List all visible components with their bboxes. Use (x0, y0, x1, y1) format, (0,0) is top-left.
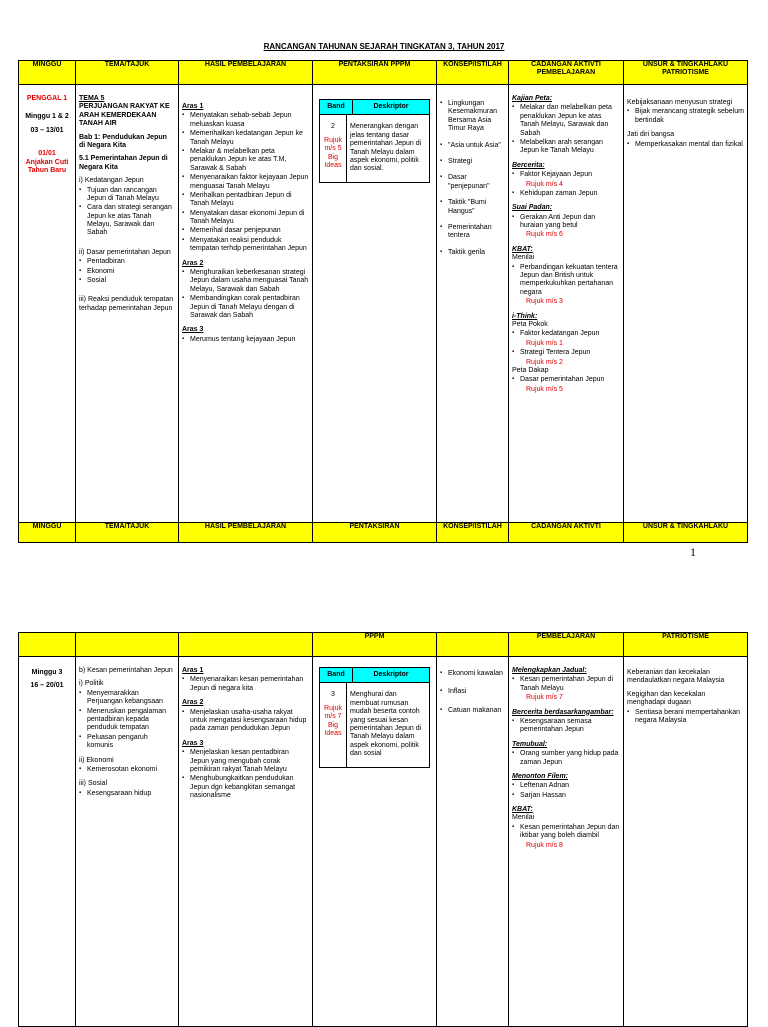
penggal-label: PENGGAL 1 (26, 95, 68, 102)
band-table (319, 99, 430, 183)
kbat-intro: Menilai (512, 814, 535, 822)
list-item: ▪ Kemerosotan ekonomi (87, 766, 175, 774)
aras1-list (182, 112, 309, 253)
band-descriptor: Menerangkan dengan jelas tentang dasar pemerintahan Jepun di Tanah Melayu dalam aspek ekonomi, politik dan sosial. (350, 123, 422, 173)
list-item: ▪ Menyatakan sebab-sebab Jepun meluaskan kuasa (190, 112, 309, 129)
list-item: ▪ Strategi (448, 158, 505, 166)
topic-i-title: i) Kedatangan Jepun (79, 177, 144, 185)
list-item: ▪ Bijak merancang strategik sebelum bertindak (635, 108, 744, 125)
list-item: ▪ Melabelkan arah serangan Jepun ke Tanah Melayu (520, 139, 620, 156)
band-reference: Rujuk m/s 7 Big Ideas (324, 704, 342, 737)
descriptor-header: Deskriptor (373, 671, 409, 678)
list-item: ▪ Catuan makanan (448, 707, 505, 715)
footer-header-minggu: MINGGU (19, 523, 76, 543)
cell-aktiviti (509, 85, 624, 523)
plan-table-page1 (18, 60, 748, 543)
jadual-title: Melengkapkan Jadual: (512, 667, 587, 674)
list-item: ▪ Dasar pemerintahan Jepun (520, 376, 620, 384)
list-item: ▪ Menyatakan reaksi penduduk tempatan terhdp pemerintahan Jepun (190, 237, 309, 254)
aras2-label: Aras 2 (182, 699, 204, 707)
footer-header-tema: TEMA/TAJUK (76, 523, 179, 543)
week-label: Minggu 3 (31, 669, 63, 676)
list-item: ▪ Merumus tentang kejayaan Jepun (190, 336, 309, 344)
list-item: ▪ Strategi Tentera Jepun (520, 349, 620, 357)
band-value: 3 (331, 691, 335, 699)
list-item: ▪ Merihalkan pentadbiran Jepun di Tanah Melayu (190, 192, 309, 209)
dakap-ref: Rujuk m/s 5 (526, 385, 563, 393)
kajian-peta-title: Kajian Peta: (512, 95, 553, 102)
band-descriptor: Menghurai dan membuat rumusan mudah beserta contoh yang sesuai kesan pemerintahan Jepun di Tanah Melayu dalam aspek ekonomi, politik dan sosial (350, 691, 422, 758)
topic-ii-title: ii) Dasar pemerintahan Jepun (79, 248, 171, 256)
peta-pokok-label: Peta Pokok (512, 320, 548, 328)
list-item: ▪ Sosial (87, 277, 175, 285)
list-item: ▪ Menyenaraikan kesan pemerintahan Jepun di negara kita (190, 676, 309, 693)
kbat-title: KBAT: (512, 245, 533, 253)
patriotisme-2: Kegigihan dan kecekalan menghadapi dugaan (627, 690, 706, 707)
list-item: ▪ Melakar & melabelkan peta penaklukan Jepun ke atas T.M, Sarawak & Sabah (190, 148, 309, 173)
header-pentaksiran: PENTAKSIRAN PPPM (313, 61, 437, 85)
band-header: Band (320, 668, 353, 682)
sosial-title: iii) Sosial (79, 780, 108, 788)
header-tema: TEMA/TAJUK (76, 61, 179, 85)
cell-minggu (19, 657, 76, 1027)
list-item: ▪ Menghuraikan keberkesanan strategi Jepun dalam usaha menguasai Tanah Melayu, Sarawak dan Sabah (190, 269, 309, 294)
p2-header-hasil (179, 633, 313, 657)
konsep-list (440, 100, 505, 257)
ekonomi-title: ii) Ekonomi (79, 756, 114, 764)
week-label: Minggu 1 & 2 (25, 113, 69, 121)
cell-konsep (437, 657, 509, 1027)
footer-header-aktiviti: CADANGAN AKTIVTI (509, 523, 624, 543)
aras2-list (182, 269, 309, 320)
bercerita-ref: Rujuk m/s 4 (526, 180, 563, 188)
footer-header-hasil: HASIL PEMBELAJARAN (179, 523, 313, 543)
footer-header-pentaksiran: PENTAKSIRAN (313, 523, 437, 543)
list-item: ▪ Memerihal dasar penjepunan (190, 227, 309, 235)
list-item: ▪ Orang sumber yang hidup pada zaman Jepun (520, 750, 620, 767)
temubual-title: Temubual: (512, 740, 548, 748)
p2-header-konsep (437, 633, 509, 657)
p2-header-pentaksiran: PPPM (313, 633, 437, 657)
list-item: ▪ Meneruskan pengalaman pentadbiran kepada penduduk tempatan (87, 708, 175, 733)
list-item: ▪ Kesengsaraan hidup (87, 790, 175, 798)
suai-padan-list (512, 214, 620, 231)
p2-header-minggu (19, 633, 76, 657)
list-item: ▪ Sarjan Hassan (520, 792, 620, 800)
topic-iii-title: iii) Reaksi penduduk tempatan terhadap pemerintahan Jepun (79, 296, 174, 312)
aras3-label: Aras 3 (182, 739, 204, 747)
list-item: ▪ Kesan pemerintahan Jepun di Tanah Melayu (520, 676, 620, 693)
cell-pentaksiran (313, 85, 437, 523)
list-item: ▪ Ekonomi (87, 268, 175, 276)
ithink-title: i-Think: (512, 312, 538, 320)
band-value: 2 (331, 123, 335, 131)
cell-aktiviti (509, 657, 624, 1027)
list-item: ▪ Peluasan pengaruh komunis (87, 734, 175, 751)
list-item: ▪ Menghubungkaitkan pendudukan Jepun dgn kebangkitan semangat nasionalisme (190, 775, 309, 800)
week-dates: 16 – 20/01 (30, 682, 64, 690)
pokok-ref-1: Rujuk m/s 1 (526, 339, 563, 347)
band-header: Band (320, 100, 353, 114)
list-item: ▪ Taktik "Bumi Hangus" (448, 199, 505, 216)
page-title: RANCANGAN TAHUNAN SEJARAH TINGKATAN 3, TAHUN 2017 (263, 42, 505, 51)
band-table (319, 667, 430, 768)
list-item: ▪ Membandingkan corak pentadbiran Jepun di Tanah Melayu dengan di Sarawak dan Sabah (190, 295, 309, 320)
list-item: ▪ Menjelaskan kesan pentadbiran Jepun yang mengubah corak pemikiran rakyat Tanah Melayu (190, 749, 309, 774)
kesan-title: b) Kesan pemerintahan Jepun (79, 667, 173, 674)
cell-hasil (179, 657, 313, 1027)
p2-header-aktiviti: PEMBELAJARAN (509, 633, 624, 657)
week-dates: 03 – 13/01 (30, 126, 64, 134)
list-item: ▪ Menyemarakkan Perjuangan kebangsaan (87, 690, 175, 707)
descriptor-header: Deskriptor (373, 103, 409, 110)
kbat-title: KBAT: (512, 806, 533, 814)
peta-dakap-label: Peta Dakap (512, 366, 549, 374)
aras1-label: Aras 1 (182, 667, 204, 674)
jadual-ref: Rujuk m/s 7 (526, 694, 563, 702)
kajian-peta-list (512, 104, 620, 155)
list-item: ▪ Leftenan Adnan (520, 782, 620, 790)
tema-title: PERJUANGAN RAKYAT KE ARAH KEMERDEKAAN TANAH AIR (79, 103, 170, 128)
bercerita-list (512, 171, 620, 179)
list-item: ▪ Ekonomi kawalan (448, 670, 505, 678)
kbat-intro: Menilai (512, 254, 535, 262)
list-item: ▪ Menyatakan dasar ekonomi Jepun di Tanah Melayu (190, 210, 309, 227)
header-konsep: KONSEP/ISTILAH (437, 61, 509, 85)
header-aktiviti: CADANGAN AKTIVTI PEMBELAJARAN (509, 61, 624, 85)
list-item: ▪ Melakar dan melabelkan peta penaklukan Jepun ke atas Tanah Melayu, Sarawak dan Sabah (520, 104, 620, 138)
list-item: ▪ Taktik gerila (448, 249, 505, 257)
gambar-title: Bercerita berdasarkangambar: (512, 708, 614, 716)
cell-hasil (179, 85, 313, 523)
patriotisme-1: Keberanian dan kecekalan mendaulatkan negara Malaysia (627, 669, 725, 685)
kbat-list (512, 264, 620, 298)
header-hasil: HASIL PEMBELAJARAN (179, 61, 313, 85)
bercerita-title: Bercerita: (512, 161, 545, 169)
list-item: ▪ Perbandingan kekuatan tentera Jepun dan British untuk memperkukuhkan pertahanan negara (520, 264, 620, 298)
suai-padan-title: Suai Padan: (512, 204, 553, 212)
filem-title: Menonton Filem: (512, 772, 568, 780)
patriotisme-1: Kebijaksanaan menyusun strategi (627, 99, 733, 106)
list-item: ▪ Inflasi (448, 688, 505, 696)
list-item: ▪ Menjelaskan usaha-usaha rakyat untuk mengatasi kesengsaraan hidup pada zaman pendudukan Jepun (190, 709, 309, 734)
band-reference: Rujuk m/s 5 Big Ideas (324, 136, 342, 169)
aras1-label: Aras 1 (182, 103, 204, 110)
header-minggu: MINGGU (19, 61, 76, 85)
holiday-label: Anjakan Cuti Tahun Baru (25, 158, 69, 174)
kbat-ref: Rujuk m/s 8 (526, 841, 563, 849)
footer-header-patriotisme: UNSUR & TINGKAHLAKU (624, 523, 748, 543)
tema-label: TEMA 5 (79, 95, 105, 102)
cell-pentaksiran (313, 657, 437, 1027)
list-item: ▪ Memperkasakan mental dan fizikal (635, 141, 744, 149)
patriotisme-2: Jati diri bangsa (627, 131, 675, 139)
aras3-list (182, 336, 309, 344)
cell-minggu (19, 85, 76, 523)
footer-header-konsep: KONSEP/ISTILAH (437, 523, 509, 543)
list-item: ▪ "Asia untuk Asia" (448, 142, 505, 150)
sub-title: 5.1 Pemerintahan Jepun di Negara Kita (79, 155, 168, 171)
list-item: ▪ Cara dan strategi serangan Jepun ke atas Tanah Melayu, Sarawak dan Sabah (87, 204, 175, 238)
cell-patriotisme (624, 657, 748, 1027)
list-item: ▪ Faktor kedatangan Jepun (520, 330, 620, 338)
kbat-ref: Rujuk m/s 3 (526, 298, 563, 306)
list-item: ▪ Kehidupan zaman Jepun (520, 190, 620, 198)
list-item: ▪ Faktor Kejayaan Jepun (520, 171, 620, 179)
topic-ii-list (79, 258, 175, 285)
cell-tema (76, 85, 179, 523)
pokok-ref-2: Rujuk m/s 2 (526, 358, 563, 366)
politik-title: i) Politik (79, 680, 104, 688)
suai-padan-ref: Rujuk m/s 6 (526, 231, 563, 239)
aras3-label: Aras 3 (182, 326, 204, 334)
list-item: ▪ Lingkungan Kesemakmuran Bersama Asia Timur Raya (448, 100, 505, 134)
list-item: ▪ Pentadbiran (87, 258, 175, 266)
header-patriotisme: UNSUR & TINGKAHLAKU PATRIOTISME (624, 61, 748, 85)
list-item: ▪ Menyenaraikan faktor kejayaan Jepun menguasai Tanah Melayu (190, 174, 309, 191)
bab-title: Bab 1: Pendudukan Jepun di Negara Kita (79, 133, 167, 149)
list-item: ▪ Tujuan dan rancangan Jepun di Tanah Melayu (87, 187, 175, 204)
list-item: ▪ Kesan pemerintahan Jepun dan iktibar yang boleh diambil (520, 824, 620, 841)
cell-patriotisme (624, 85, 748, 523)
cell-konsep (437, 85, 509, 523)
list-item: ▪ Kesengsaraan semasa pemerintahan Jepun (520, 718, 620, 735)
p2-header-patriotisme: PATRIOTISME (624, 633, 748, 657)
page-number: 1 (690, 545, 696, 559)
list-item: ▪ Memerihalkan kedatangan Jepun ke Tanah Melayu (190, 130, 309, 147)
aras2-label: Aras 2 (182, 259, 204, 267)
holiday-date: 01/01 (38, 150, 56, 158)
cell-tema (76, 657, 179, 1027)
list-item: ▪ Pemerintahan tentera (448, 224, 505, 241)
list-item: ▪ Sentiasa berani mempertahankan negara Malaysia (635, 709, 744, 726)
list-item: ▪ Dasar "penjepunan" (448, 174, 505, 191)
p2-header-tema (76, 633, 179, 657)
plan-table-page2 (18, 632, 748, 1027)
topic-i-list (79, 187, 175, 238)
list-item: ▪ Gerakan Anti Jepun dan huraian yang betul (520, 214, 620, 231)
